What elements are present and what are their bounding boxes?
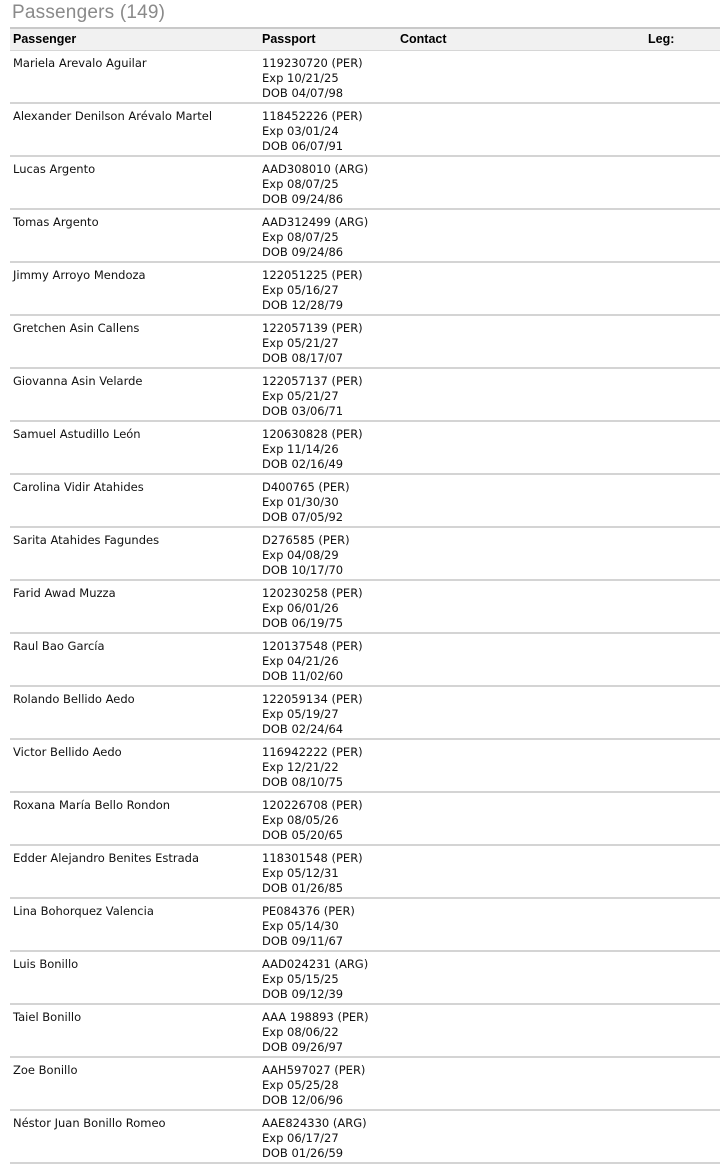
passenger-name: Zoe Bonillo bbox=[13, 1063, 78, 1077]
table-row[interactable] bbox=[10, 581, 720, 634]
passport-number: 119230720 (PER) bbox=[262, 56, 363, 70]
passport-number: AAD024231 (ARG) bbox=[262, 957, 369, 971]
passport-cell bbox=[262, 798, 363, 843]
passport-expiry: Exp 05/21/27 bbox=[262, 336, 339, 350]
passport-expiry: Exp 01/30/30 bbox=[262, 495, 339, 509]
page-title: Passengers (149) bbox=[12, 2, 166, 23]
table-row[interactable] bbox=[10, 1005, 720, 1058]
passport-number: 120630828 (PER) bbox=[262, 427, 363, 441]
passport-cell bbox=[262, 904, 355, 949]
passport-number: 122051225 (PER) bbox=[262, 268, 363, 282]
date-of-birth: DOB 12/06/96 bbox=[262, 1093, 344, 1107]
column-header-contact[interactable]: Contact bbox=[400, 32, 447, 46]
table-row[interactable] bbox=[10, 846, 720, 899]
passport-number: AAA 198893 (PER) bbox=[262, 1010, 369, 1024]
passport-expiry: Exp 05/21/27 bbox=[262, 389, 339, 403]
passenger-name: Luis Bonillo bbox=[13, 957, 79, 971]
passport-cell bbox=[262, 56, 363, 101]
table-row[interactable] bbox=[10, 1058, 720, 1111]
table-row[interactable] bbox=[10, 793, 720, 846]
table-row[interactable] bbox=[10, 687, 720, 740]
passport-expiry: Exp 12/21/22 bbox=[262, 760, 339, 774]
table-row[interactable] bbox=[10, 475, 720, 528]
date-of-birth: DOB 03/06/71 bbox=[262, 404, 344, 418]
passenger-name: Victor Bellido Aedo bbox=[13, 745, 122, 759]
passport-cell bbox=[262, 1010, 369, 1055]
passport-number: AAD308010 (ARG) bbox=[262, 162, 369, 176]
table-row[interactable] bbox=[10, 528, 720, 581]
passport-expiry: Exp 06/17/27 bbox=[262, 1131, 339, 1145]
passport-expiry: Exp 04/08/29 bbox=[262, 548, 339, 562]
passenger-name: Néstor Juan Bonillo Romeo bbox=[13, 1116, 166, 1130]
passport-number: D276585 (PER) bbox=[262, 533, 350, 547]
passport-number: 122057139 (PER) bbox=[262, 321, 363, 335]
passenger-name: Sarita Atahides Fagundes bbox=[13, 533, 160, 547]
passport-expiry: Exp 05/15/25 bbox=[262, 972, 339, 986]
passport-expiry: Exp 08/07/25 bbox=[262, 177, 339, 191]
date-of-birth: DOB 01/26/59 bbox=[262, 1146, 344, 1160]
passport-number: 120137548 (PER) bbox=[262, 639, 363, 653]
passport-number: 116942222 (PER) bbox=[262, 745, 363, 759]
passport-expiry: Exp 04/21/26 bbox=[262, 654, 339, 668]
passport-expiry: Exp 05/19/27 bbox=[262, 707, 339, 721]
passenger-name: Tomas Argento bbox=[13, 215, 99, 229]
passport-cell bbox=[262, 109, 363, 154]
passport-number: 120226708 (PER) bbox=[262, 798, 363, 812]
passport-cell bbox=[262, 1063, 365, 1108]
passenger-name: Taiel Bonillo bbox=[13, 1010, 82, 1024]
table-row[interactable] bbox=[10, 634, 720, 687]
date-of-birth: DOB 09/11/67 bbox=[262, 934, 344, 948]
passport-expiry: Exp 11/14/26 bbox=[262, 442, 339, 456]
date-of-birth: DOB 06/07/91 bbox=[262, 139, 344, 153]
column-header-passenger[interactable]: Passenger bbox=[13, 32, 77, 46]
passport-expiry: Exp 08/06/22 bbox=[262, 1025, 339, 1039]
passport-cell bbox=[262, 427, 363, 472]
passport-expiry: Exp 05/16/27 bbox=[262, 283, 339, 297]
date-of-birth: DOB 08/17/07 bbox=[262, 351, 344, 365]
table-row[interactable] bbox=[10, 369, 720, 422]
date-of-birth: DOB 02/16/49 bbox=[262, 457, 344, 471]
date-of-birth: DOB 01/26/85 bbox=[262, 881, 344, 895]
passenger-name: Rolando Bellido Aedo bbox=[13, 692, 135, 706]
table-row[interactable] bbox=[10, 51, 720, 104]
passport-cell bbox=[262, 374, 363, 419]
date-of-birth: DOB 09/24/86 bbox=[262, 192, 344, 206]
date-of-birth: DOB 04/07/98 bbox=[262, 86, 344, 100]
passport-cell bbox=[262, 533, 350, 578]
date-of-birth: DOB 08/10/75 bbox=[262, 775, 344, 789]
passport-cell bbox=[262, 586, 363, 631]
passport-cell bbox=[262, 321, 363, 366]
passenger-name: Mariela Arevalo Aguilar bbox=[13, 56, 147, 70]
passport-cell bbox=[262, 162, 368, 207]
passport-expiry: Exp 05/25/28 bbox=[262, 1078, 339, 1092]
passport-number: 118301548 (PER) bbox=[262, 851, 363, 865]
table-row[interactable] bbox=[10, 104, 720, 157]
passport-cell bbox=[262, 639, 363, 684]
passenger-name: Samuel Astudillo León bbox=[13, 427, 141, 441]
passport-cell bbox=[262, 692, 363, 737]
column-header-passport[interactable]: Passport bbox=[262, 32, 316, 46]
passport-cell bbox=[262, 851, 363, 896]
table-row[interactable] bbox=[10, 952, 720, 1005]
date-of-birth: DOB 07/05/92 bbox=[262, 510, 344, 524]
passenger-name: Farid Awad Muzza bbox=[13, 586, 116, 600]
passengers-table bbox=[10, 27, 720, 1164]
table-row[interactable] bbox=[10, 1111, 720, 1164]
date-of-birth: DOB 05/20/65 bbox=[262, 828, 344, 842]
passport-expiry: Exp 10/21/25 bbox=[262, 71, 339, 85]
passport-cell bbox=[262, 268, 363, 313]
passport-number: 122059134 (PER) bbox=[262, 692, 363, 706]
table-row[interactable] bbox=[10, 740, 720, 793]
date-of-birth: DOB 10/17/70 bbox=[262, 563, 344, 577]
passenger-name: Alexander Denilson Arévalo Martel bbox=[13, 109, 213, 123]
passport-expiry: Exp 05/14/30 bbox=[262, 919, 339, 933]
date-of-birth: DOB 11/02/60 bbox=[262, 669, 344, 683]
table-row[interactable] bbox=[10, 263, 720, 316]
table-row[interactable] bbox=[10, 210, 720, 263]
date-of-birth: DOB 12/28/79 bbox=[262, 298, 344, 312]
table-row[interactable] bbox=[10, 899, 720, 952]
date-of-birth: DOB 09/26/97 bbox=[262, 1040, 344, 1054]
table-body bbox=[10, 51, 720, 1164]
passenger-name: Lina Bohorquez Valencia bbox=[13, 904, 154, 918]
table-row[interactable] bbox=[10, 316, 720, 369]
passenger-name: Gretchen Asin Callens bbox=[13, 321, 140, 335]
passenger-name: Raul Bao García bbox=[13, 639, 105, 653]
passenger-name: Roxana María Bello Rondon bbox=[13, 798, 171, 812]
date-of-birth: DOB 09/24/86 bbox=[262, 245, 344, 259]
date-of-birth: DOB 06/19/75 bbox=[262, 616, 344, 630]
table-row[interactable] bbox=[10, 157, 720, 210]
passport-cell bbox=[262, 215, 368, 260]
passport-number: AAH597027 (PER) bbox=[262, 1063, 366, 1077]
passport-number: 120230258 (PER) bbox=[262, 586, 363, 600]
column-header-leg[interactable]: Leg: bbox=[648, 32, 675, 46]
passport-expiry: Exp 08/07/25 bbox=[262, 230, 339, 244]
passport-expiry: Exp 06/01/26 bbox=[262, 601, 339, 615]
passport-expiry: Exp 05/12/31 bbox=[262, 866, 339, 880]
table-row[interactable] bbox=[10, 422, 720, 475]
passport-number: 118452226 (PER) bbox=[262, 109, 363, 123]
table-header bbox=[10, 27, 720, 51]
passenger-name: Jimmy Arroyo Mendoza bbox=[13, 268, 146, 282]
passport-number: D400765 (PER) bbox=[262, 480, 350, 494]
passport-expiry: Exp 08/05/26 bbox=[262, 813, 339, 827]
passenger-name: Giovanna Asin Velarde bbox=[13, 374, 143, 388]
passenger-name: Edder Alejandro Benites Estrada bbox=[13, 851, 200, 865]
passenger-name: Lucas Argento bbox=[13, 162, 96, 176]
passport-cell bbox=[262, 745, 363, 790]
passenger-name: Carolina Vidir Atahides bbox=[13, 480, 144, 494]
passport-number: PE084376 (PER) bbox=[262, 904, 355, 918]
passport-cell bbox=[262, 480, 350, 525]
passport-cell bbox=[262, 957, 368, 1002]
date-of-birth: DOB 02/24/64 bbox=[262, 722, 344, 736]
passport-expiry: Exp 03/01/24 bbox=[262, 124, 339, 138]
passport-cell bbox=[262, 1116, 367, 1161]
date-of-birth: DOB 09/12/39 bbox=[262, 987, 344, 1001]
passport-number: AAD312499 (ARG) bbox=[262, 215, 369, 229]
passport-number: 122057137 (PER) bbox=[262, 374, 363, 388]
passport-number: AAE824330 (ARG) bbox=[262, 1116, 367, 1130]
